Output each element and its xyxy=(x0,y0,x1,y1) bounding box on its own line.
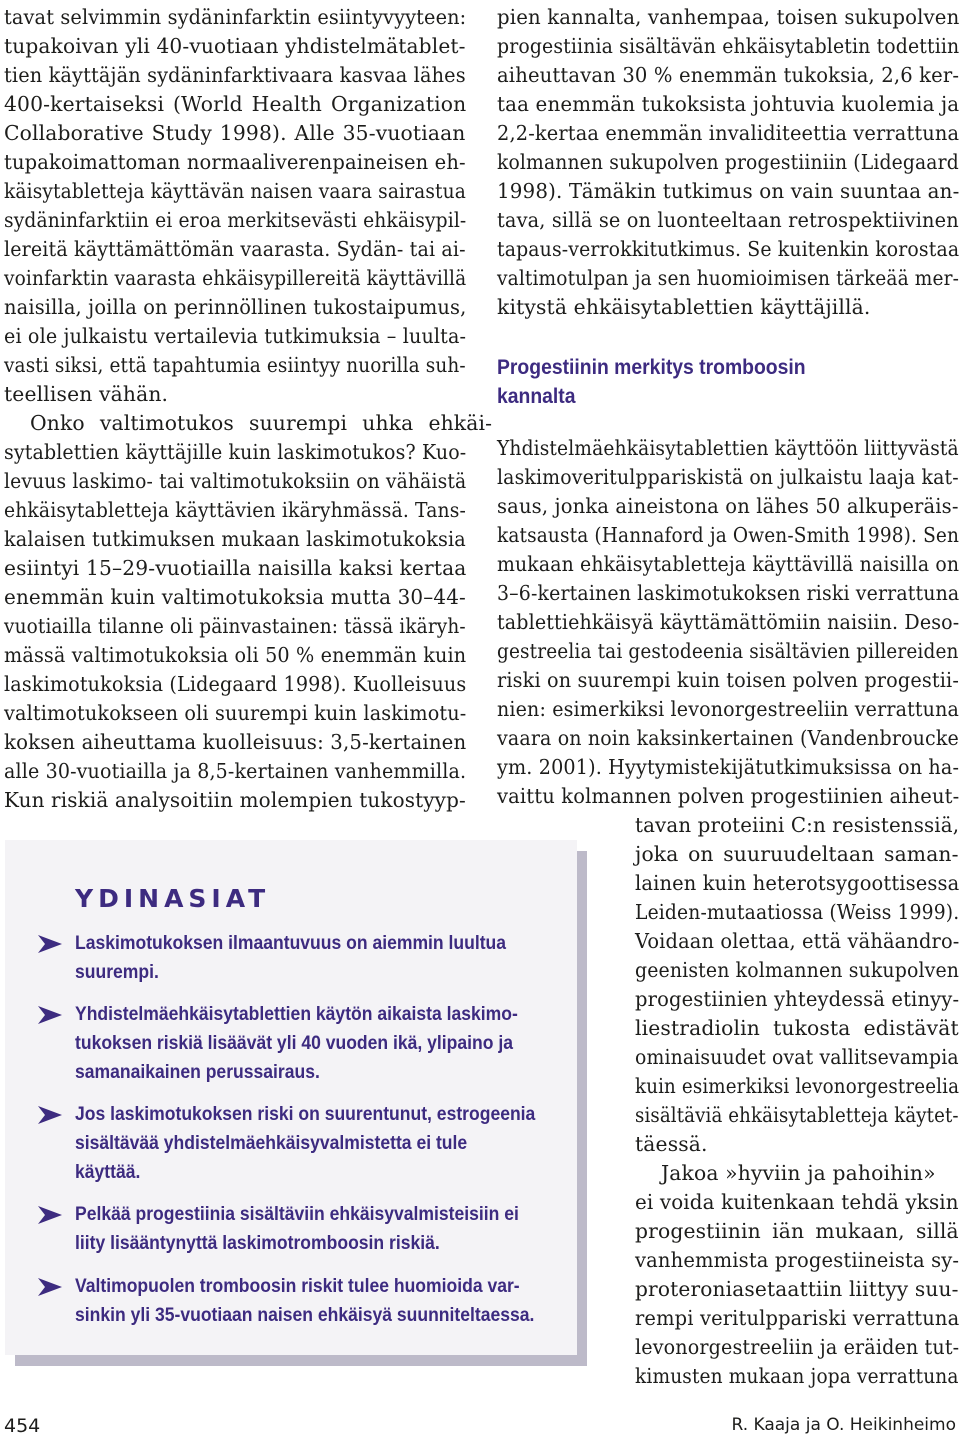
body-text-line: laskimoveritulppariskistä on julkaistu laaja kat- xyxy=(497,465,959,489)
arrowhead-bullet-icon xyxy=(38,935,62,953)
body-text-line: Collaborative Study 1998). Alle 35-vuotiaan xyxy=(4,121,466,145)
body-text-line: lereitä käyttämättömän vaarasta. Sydän- tai ai- xyxy=(4,237,466,261)
key-points-title: YDINASIAT xyxy=(75,884,271,913)
body-text-line: riski on suurempi kuin toisen polven progestii- xyxy=(497,668,959,692)
section-heading: Progestiinin merkitys tromboosin xyxy=(497,355,806,379)
body-text-line: kitystä ehkäisytablettien käyttäjillä. xyxy=(497,295,871,319)
arrowhead-bullet-icon xyxy=(38,1106,62,1124)
body-text-line: täessä. xyxy=(635,1132,708,1156)
body-text-line: Leiden-mutaatiossa (Weiss 1999). xyxy=(635,900,960,924)
body-text-line: tien käyttäjän sydäninfarktivaara kasvaa lähes xyxy=(4,63,466,87)
body-text-line: sytablettien käyttäjille kuin laskimotukos? Kuo- xyxy=(4,440,467,464)
body-text-line: ehkäisytabletteja käyttävien ikäryhmässä. Tans- xyxy=(4,498,466,522)
body-text-line: esiintyi 15–29-vuotiailla naisilla kaksi kertaa xyxy=(4,556,467,580)
body-text-line: geenisten kolmannen sukupolven xyxy=(635,958,960,982)
body-text-line: tupakoimattoman normaaliverenpaineisen eh- xyxy=(4,150,466,174)
body-text-line: koksen aiheuttama kuolleisuus: 3,5-kertainen xyxy=(4,730,467,754)
body-text-line: tupakoivan yli 40-vuotiaan yhdistelmätablet- xyxy=(4,34,466,58)
body-text-line: kuin esimerkiksi levonorgestreelia xyxy=(635,1074,960,1098)
body-text-line: saus, jonka aineistona on lähes 50 alkuperäis- xyxy=(497,494,959,518)
body-text-line: levuus laskimo- tai valtimotukoksiin on vähäistä xyxy=(4,469,467,493)
section-heading: kannalta xyxy=(497,384,576,408)
key-point-line: liity lisääntynyttä laskimotromboosin riskiä. xyxy=(75,1232,440,1254)
body-text-line: tapaus-verrokkitutkimus. Se kuitenkin korostaa xyxy=(497,237,960,261)
body-text-line: sydäninfarktiin ei eroa merkitsevästi ehkäisypil- xyxy=(4,208,467,232)
body-text-line: Jakoa »hyviin ja pahoihin» xyxy=(661,1161,936,1185)
body-text-line: vanhemmista progestiineista sy- xyxy=(635,1248,960,1272)
body-text-line: käisytabletteja käyttävän naisen vaara sairastua xyxy=(4,179,466,203)
key-point-line: Valtimopuolen tromboosin riskit tulee huomioida var- xyxy=(75,1275,520,1297)
body-text-line: 400-kertaiseksi (World Health Organization xyxy=(4,92,467,116)
body-text-line: ei voida kuitenkaan tehdä yksin xyxy=(635,1190,959,1214)
body-text-line: progestiinia sisältävän ehkäisytabletin todettiin xyxy=(497,34,960,58)
body-text-line: alle 30-vuotiailla ja 8,5-kertainen vanhemmilla. xyxy=(4,759,467,783)
body-text-line: progestiinin iän mukaan, sillä xyxy=(635,1219,959,1243)
body-text-line: naisilla, joilla on perinnöllinen tukostaipumus, xyxy=(4,295,467,319)
body-text-line: kalaisen tutkimuksen mukaan laskimotukoksia xyxy=(4,527,466,551)
body-text-line: 3–6-kertainen laskimotukoksen riski verrattuna xyxy=(497,581,960,605)
body-text-line: teellisen vähän. xyxy=(4,382,169,406)
body-text-line: 1998). Tämäkin tutkimus on vain suuntaa an- xyxy=(497,179,960,203)
body-text-line: sisältäviä ehkäisytabletteja käytet- xyxy=(635,1103,959,1127)
body-text-line: kimusten mukaan jopa verrattuna xyxy=(635,1364,959,1388)
body-text-line: vuotiailla tilanne oli päinvastainen: tässä ikäryh- xyxy=(4,614,466,638)
key-point-line: Pelkää progestiinia sisältäviin ehkäisyvalmisteisiin ei xyxy=(75,1203,519,1225)
body-text-line: mässä valtimotukoksia oli 50 % enemmän kuin xyxy=(4,643,467,667)
body-text-line: ominaisuudet ovat vallitsevampia xyxy=(635,1045,959,1069)
key-point-line: sisältävää yhdistelmäehkäisyvalmistetta ei tule xyxy=(75,1132,468,1154)
arrowhead-bullet-icon xyxy=(38,1006,62,1024)
arrowhead-bullet-icon xyxy=(38,1206,62,1224)
body-text-line: Onko valtimotukos suurempi uhka ehkäi- xyxy=(30,411,493,435)
key-point-line: Yhdistelmäehkäisytablettien käytön aikaista laskimo- xyxy=(75,1003,518,1025)
body-text-line: tavan proteiini C:n resistenssiä, xyxy=(635,813,960,837)
body-text-line: 2,2-kertaa enemmän invaliditeettia verrattuna xyxy=(497,121,960,145)
key-point-line: Laskimotukoksen ilmaantuvuus on aiemmin luultua xyxy=(75,932,507,954)
body-text-line: tavat selvimmin sydäninfarktin esiintyvyyteen: xyxy=(4,5,467,29)
body-text-line: valtimotukokseen oli suurempi kuin laskimotu- xyxy=(4,701,467,725)
body-text-line: gestreelia tai gestodeenia sisältävien pillereiden xyxy=(497,639,959,663)
key-point-line: sinkin yli 35-vuotiaan naisen ehkäisyä suunniteltaessa. xyxy=(75,1304,535,1326)
body-text-line: pien kannalta, vanhempaa, toisen sukupolven xyxy=(497,5,960,29)
body-text-line: rempi veritulppariski verrattuna xyxy=(635,1306,960,1330)
body-text-line: levonorgestreeliin ja eräiden tut- xyxy=(635,1335,960,1359)
arrowhead-bullet-icon xyxy=(38,1278,62,1296)
body-text-line: ei ole julkaistu vertailevia tutkimuksia – luulta- xyxy=(4,324,467,348)
body-text-line: mukaan ehkäisytabletteja käyttävillä naisilla on xyxy=(497,552,960,576)
body-text-line: katsausta (Hannaford ja Owen-Smith 1998). Sen xyxy=(497,523,960,547)
body-text-line: enemmän kuin valtimotukoksia mutta 30–44- xyxy=(4,585,466,609)
page-number: 454 xyxy=(4,1415,41,1437)
body-text-line: voinfarktin vaarasta ehkäisypillereitä käyttävillä xyxy=(4,266,467,290)
body-text-line: joka on suuruudeltaan saman- xyxy=(635,842,959,866)
body-text-line: vaittu kolmannen polven progestiinien aiheut- xyxy=(497,784,960,808)
body-text-line: vasti siksi, että tapahtumia esiintyy nuorilla suh- xyxy=(4,353,466,377)
body-text-line: proteroniasetaattiin liittyy suu- xyxy=(635,1277,959,1301)
body-text-line: valtimotulpan ja sen huomioimisen tärkeää mer- xyxy=(497,266,960,290)
body-text-line: Yhdistelmäehkäisytablettien käyttöön liittyvästä xyxy=(497,436,959,460)
body-text-line: aiheuttavan 30 % enemmän tukoksia, 2,6 ker- xyxy=(497,63,960,87)
body-text-line: nien: esimerkiksi levonorgestreeliin verrattuna xyxy=(497,697,959,721)
body-text-line: lainen kuin heterotsygoottisessa xyxy=(635,871,960,895)
body-text-line: progestiinien yhteydessä etinyy- xyxy=(635,987,960,1011)
body-text-line: tava, sillä se on luonteeltaan retrospektiivinen xyxy=(497,208,959,232)
key-point-line: suurempi. xyxy=(75,961,159,983)
key-point-line: tukoksen riskiä lisäävät yli 40 vuoden ikä, ylipaino ja xyxy=(75,1032,513,1054)
key-point-line: käyttää. xyxy=(75,1161,141,1183)
body-text-line: vaara on noin kaksinkertainen (Vandenbroucke xyxy=(497,726,959,750)
body-text-line: liestradiolin tukosta edistävät xyxy=(635,1016,959,1040)
body-text-line: tablettiehkäisyä käyttämättömiin naisiin. Deso- xyxy=(497,610,960,634)
body-text-line: Voidaan olettaa, että vähäandro- xyxy=(635,929,960,953)
body-text-line: ym. 2001). Hyytymistekijätutkimuksissa on ha- xyxy=(497,755,960,779)
key-point-line: Jos laskimotukoksen riski on suurentunut, estrogeenia xyxy=(75,1103,536,1125)
body-text-line: laskimotukoksia (Lidegaard 1998). Kuolleisuus xyxy=(4,672,467,696)
body-text-line: kolmannen sukupolven progestiiniin (Lidegaard xyxy=(497,150,959,174)
body-text-line: Kun riskiä analysoitiin molempien tukostyyp- xyxy=(4,788,466,812)
body-text-line: taa enemmän tukoksista johtuvia kuolemia ja xyxy=(497,92,960,116)
key-point-line: samanaikainen perussairaus. xyxy=(75,1061,320,1083)
article-authors: R. Kaaja ja O. Heikinheimo xyxy=(731,1415,956,1435)
